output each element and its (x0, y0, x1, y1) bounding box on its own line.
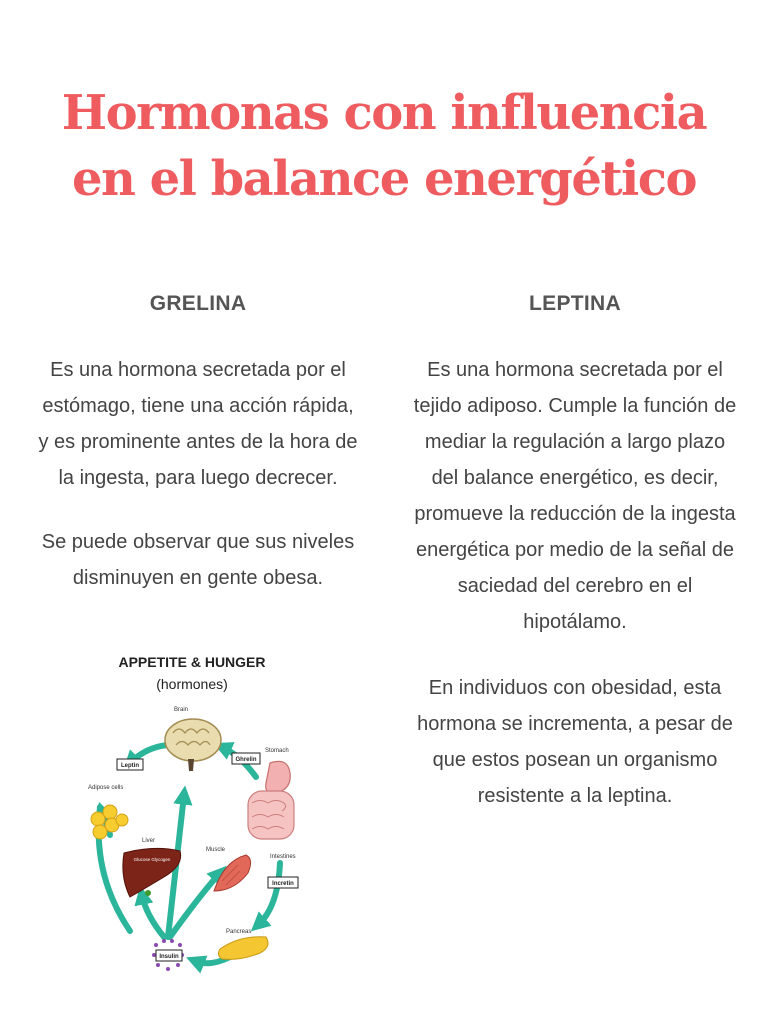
leptina-paragraph-2: En individuos con obesidad, esta hormona se incrementa, a pesar de que estos posean un organismo resistente a la leptina. (417, 677, 733, 807)
stomach-label: Stomach (265, 748, 289, 754)
incretin-tag (268, 877, 298, 888)
grelina-paragraph-1: Es una hormona secretada por el estómago, tiene una acción rápida, y es prominente antes de la hora de la ingesta, para luego decrecer. (38, 359, 358, 489)
diagram-title: APPETITE & HUNGER (118, 654, 266, 670)
grelina-heading: GRELINA (149, 292, 247, 315)
intestines-label: Intestines (270, 854, 296, 860)
liver-label: Liver (142, 838, 156, 844)
pancreas-label: Pancreas (226, 929, 252, 935)
diagram-subtitle: (hormones) (156, 676, 228, 692)
insulin-tag-label: Insulin (159, 954, 179, 960)
leptin-tag-label: Leptin (121, 763, 139, 769)
insulin-tag (156, 950, 182, 961)
appetite-hunger-diagram (80, 645, 330, 980)
liver-inner-label: Glucose Glycogen (133, 857, 171, 862)
pancreas-icon (218, 937, 268, 960)
leptin-tag (117, 759, 143, 770)
page-title: Hormonas con influencia en el balance energético (61, 85, 707, 207)
muscle-label: Muscle (206, 847, 226, 853)
adipose-label: Adipose cells (88, 785, 124, 791)
incretin-tag-label: Incretin (272, 881, 294, 887)
incretin-arrow (258, 863, 280, 925)
brain-icon (165, 719, 221, 771)
brain-label: Brain (174, 707, 189, 713)
ghrelin-tag (232, 753, 260, 764)
leptina-heading: LEPTINA (529, 292, 621, 315)
insulin-muscle-arrow (170, 873, 220, 937)
ghrelin-tag-label: Ghrelin (235, 757, 257, 763)
leptina-paragraph-1: Es una hormona secretada por el tejido adiposo. Cumple la función de mediar la regulación a largo plazo del balance energético, es decir, promueve la reducción de la ingesta energética por medio de la señal de saciedad del cerebro en el hipotálamo. (413, 359, 737, 633)
grelina-paragraph-2: Se puede observar que sus niveles disminuyen en gente obesa. (41, 531, 355, 589)
insulin-liver-arrow (142, 895, 164, 937)
